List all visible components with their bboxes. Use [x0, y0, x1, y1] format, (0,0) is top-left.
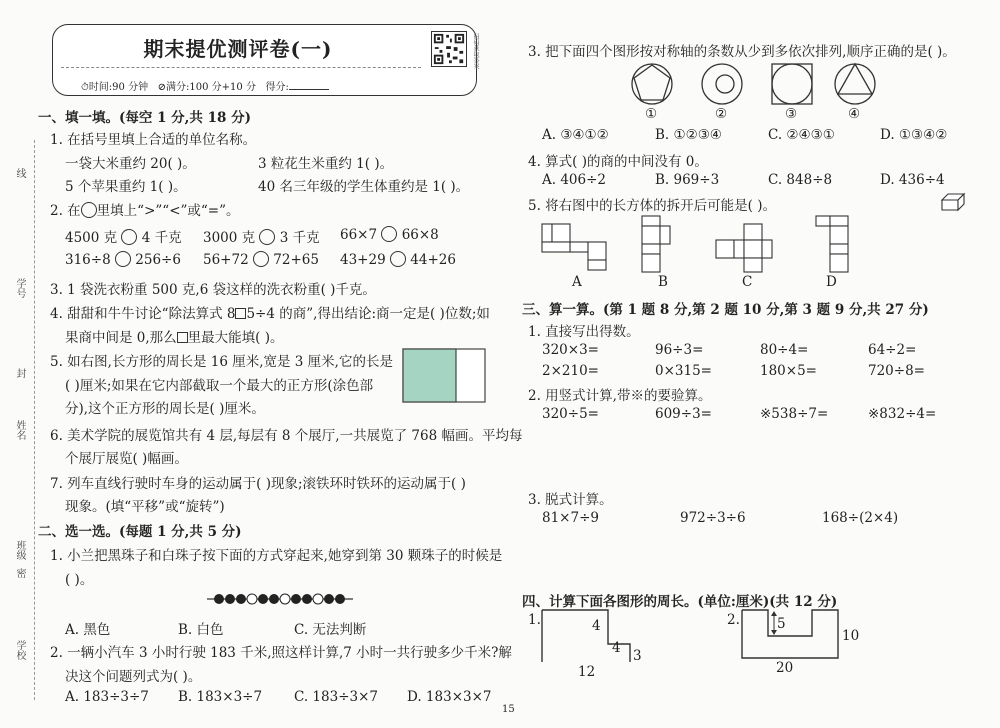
s1-q6a: 6. 美术学院的展览馆共有 4 层,每层有 8 个展厅,一共展览了 768 幅画。平均每	[50, 428, 523, 444]
binding-line	[34, 140, 35, 700]
margin-label-number: 学号	[14, 278, 25, 298]
s1-q1c: 5 个苹果重约 1( )。	[65, 179, 187, 195]
s2-q2a: 2. 一辆小汽车 3 小时行驶 183 千米,照这样计算,7 小时一共行驶多少千米?解	[50, 645, 512, 661]
shape-circle-in-square	[772, 64, 812, 104]
blank-square[interactable]	[177, 332, 188, 343]
compare-3: 66×7 66×8	[340, 227, 439, 243]
s1-q4a: 4. 甜甜和牛牛讨论“除法算式 8 5÷4 的商”,得出结论:商一定是( )位数;如	[50, 306, 490, 322]
s2-q3: 3. 把下面四个图形按对称轴的条数从少到多依次排列,顺序正确的是( )。	[528, 44, 956, 60]
shape-circle-in-circle	[702, 64, 742, 104]
s2-q3-option-c[interactable]: C. ②④③①	[768, 127, 835, 143]
shape-triangle-in-circle	[835, 64, 875, 104]
s1-q5c: 分),这个正方形的周长是( )厘米。	[65, 401, 265, 417]
s2-q5: 5. 将右图中的长方体的拆开后可能是( )。	[528, 198, 776, 214]
s2-q2-option-a[interactable]: A. 183÷3÷7	[65, 689, 149, 705]
symmetry-shapes	[630, 62, 880, 106]
margin-label-line: 线	[14, 168, 25, 178]
net-label-c: C	[742, 274, 753, 290]
net-d	[816, 216, 848, 272]
s2-q3-option-a[interactable]: A. ③④①②	[542, 127, 609, 143]
stepwise-calc-1[interactable]: 81×7÷9	[542, 510, 599, 526]
calc-6[interactable]: 0×315=	[655, 363, 712, 379]
s3-q3: 3. 脱式计算。	[528, 492, 613, 508]
blank-circle[interactable]	[115, 251, 131, 267]
figure2-label-b: 10	[842, 628, 860, 644]
exam-header	[52, 24, 477, 96]
s1-q5a: 5. 如右图,长方形的周长是 16 厘米,宽是 3 厘米,它的长是	[50, 354, 393, 370]
s1-q1b: 3 粒花生米重约 1( )。	[258, 156, 394, 172]
s2-q3-option-d[interactable]: D. ①③④②	[880, 127, 948, 143]
s1-q3: 3. 1 袋洗衣粉重 500 克,6 袋这样的洗衣粉重( )千克。	[50, 282, 376, 298]
shape-label-2: ②	[715, 106, 728, 122]
s2-q1-option-c[interactable]: C. 无法判断	[294, 622, 367, 638]
header-divider	[61, 67, 421, 68]
exam-info: ⏱时间:90 分钟 ⊘满分:100 分+10 分 得分:	[81, 78, 329, 93]
s2-q4-option-d[interactable]: D. 436÷4	[880, 172, 945, 188]
s2-q3-option-b[interactable]: B. ①②③④	[655, 127, 722, 143]
vertical-calc-3[interactable]: ※538÷7=	[760, 406, 829, 422]
compare-5: 56+72 72+65	[203, 252, 319, 268]
calc-3[interactable]: 80÷4=	[760, 342, 809, 358]
s3-q2: 2. 用竖式计算,带※的要验算。	[528, 388, 712, 404]
compare-6: 43+29 44+26	[340, 252, 456, 268]
s2-q2-option-c[interactable]: C. 183÷3×7	[294, 689, 378, 705]
margin-label-school: 学校	[14, 640, 25, 660]
s1-q7b: 现象。(填“平移”或“旋转”)	[65, 499, 225, 515]
blank-square[interactable]	[235, 308, 246, 319]
margin-label-seal: 封	[14, 368, 25, 378]
s1-q7a: 7. 列车直线行驶时车身的运动属于( )现象;滚铁环时铁环的运动属于( )	[50, 476, 466, 492]
s2-q2b: 决这个问题列式为( )。	[65, 669, 202, 685]
blank-circle[interactable]	[381, 226, 397, 242]
shape-label-3: ③	[785, 106, 798, 122]
s1-q5b: ( )厘米;如果在它内部截取一个最大的正方形(涂色部	[65, 378, 374, 394]
s1-q1a: 一袋大米重约 20( )。	[65, 156, 196, 172]
s1-q4c: 果商中间是 0,那么 里最大能填( )。	[65, 330, 284, 346]
vertical-calc-4[interactable]: ※832÷4=	[868, 406, 937, 422]
s2-q1b: ( )。	[65, 572, 94, 588]
calc-2[interactable]: 96÷3=	[655, 342, 704, 358]
s1-q2: 2. 在 里填上“>”“<”或“=”。	[50, 203, 240, 219]
qr-caption: 扫码获取答案	[472, 33, 479, 69]
shape-label-4: ④	[848, 106, 861, 122]
rectangle-figure	[402, 348, 486, 404]
s2-q1-option-b[interactable]: B. 白色	[178, 622, 224, 638]
calc-4[interactable]: 64÷2=	[868, 342, 917, 358]
compare-4: 316÷8 256÷6	[65, 252, 181, 268]
figure2-number: 2.	[727, 612, 740, 628]
qr-code-icon[interactable]	[431, 31, 467, 67]
stepwise-calc-2[interactable]: 972÷3÷6	[680, 510, 746, 526]
net-label-b: B	[658, 274, 668, 290]
figure1-label-a: 4	[592, 618, 601, 634]
net-label-a: A	[572, 274, 582, 290]
blank-circle[interactable]	[121, 229, 137, 245]
cuboid-figure	[940, 192, 966, 212]
section4-title: 四、计算下面各图形的周长。(单位:厘米)(共 12 分)	[522, 594, 838, 610]
check-icon: ⊘	[157, 82, 167, 93]
net-c	[716, 224, 772, 272]
blank-circle[interactable]	[81, 202, 97, 218]
section1-title: 一、填一填。(每空 1 分,共 18 分)	[38, 110, 251, 126]
bead-string	[205, 590, 355, 608]
blank-circle[interactable]	[253, 251, 269, 267]
calc-7[interactable]: 180×5=	[760, 363, 817, 379]
s2-q4-option-c[interactable]: C. 848÷8	[768, 172, 833, 188]
s2-q4: 4. 算式( )的商的中间没有 0。	[528, 154, 708, 170]
vertical-calc-2[interactable]: 609÷3=	[655, 406, 712, 422]
figure1-label-b: 4	[612, 640, 621, 656]
figure2-shape	[738, 606, 842, 662]
s2-q2-option-d[interactable]: D. 183×3×7	[407, 689, 492, 705]
vertical-calc-1[interactable]: 320÷5=	[542, 406, 599, 422]
compare-2: 3000 克 3 千克	[203, 230, 320, 246]
net-a	[542, 224, 606, 270]
shape-label-1: ①	[645, 106, 658, 122]
margin-label-name: 姓名	[14, 420, 25, 440]
s1-q6b: 个展厅展览( )幅画。	[65, 451, 188, 467]
blank-circle[interactable]	[259, 229, 275, 245]
net-b	[642, 216, 670, 272]
calc-8[interactable]: 720÷8=	[868, 363, 925, 379]
stepwise-calc-3[interactable]: 168÷(2×4)	[822, 510, 899, 526]
page-number: 15	[502, 704, 515, 715]
s2-q4-option-a[interactable]: A. 406÷2	[542, 172, 606, 188]
figure2-label-a: 5	[777, 616, 786, 632]
clock-icon: ⏱	[81, 82, 89, 93]
s1-q1: 1. 在括号里填上合适的单位名称。	[50, 132, 257, 148]
compare-1: 4500 克 4 千克	[65, 230, 182, 246]
calc-5[interactable]: 2×210=	[542, 363, 599, 379]
s2-q4-option-b[interactable]: B. 969÷3	[655, 172, 720, 188]
s2-q2-option-b[interactable]: B. 183×3÷7	[178, 689, 263, 705]
figure2-label-c: 20	[776, 660, 794, 676]
margin-label-secret: 密	[14, 568, 25, 578]
s2-q1a: 1. 小兰把黑珠子和白珠子按下面的方式穿起来,她穿到第 30 颗珠子的时候是	[50, 548, 503, 564]
page-title: 期末提优测评卷(一)	[143, 37, 333, 61]
s3-q1: 1. 直接写出得数。	[528, 324, 640, 340]
section2-title: 二、选一选。(每题 1 分,共 5 分)	[38, 524, 242, 540]
s2-q1-option-a[interactable]: A. 黑色	[65, 622, 111, 638]
cuboid-nets	[536, 214, 856, 274]
margin-label-class: 班级	[14, 540, 25, 560]
figure1-label-d: 12	[578, 664, 596, 680]
net-label-d: D	[826, 274, 837, 290]
figure1-label-c: 3	[633, 648, 642, 664]
s1-q1d: 40 名三年级的学生体重约是 1( )。	[258, 179, 470, 195]
section3-title: 三、算一算。(第 1 题 8 分,第 2 题 10 分,第 3 题 9 分,共 27 分)	[522, 302, 929, 318]
figure1-shape	[538, 606, 644, 662]
figure1-number: 1.	[528, 612, 541, 628]
calc-1[interactable]: 320×3=	[542, 342, 599, 358]
shape-pentagon-in-circle	[632, 64, 672, 104]
blank-circle[interactable]	[390, 251, 406, 267]
